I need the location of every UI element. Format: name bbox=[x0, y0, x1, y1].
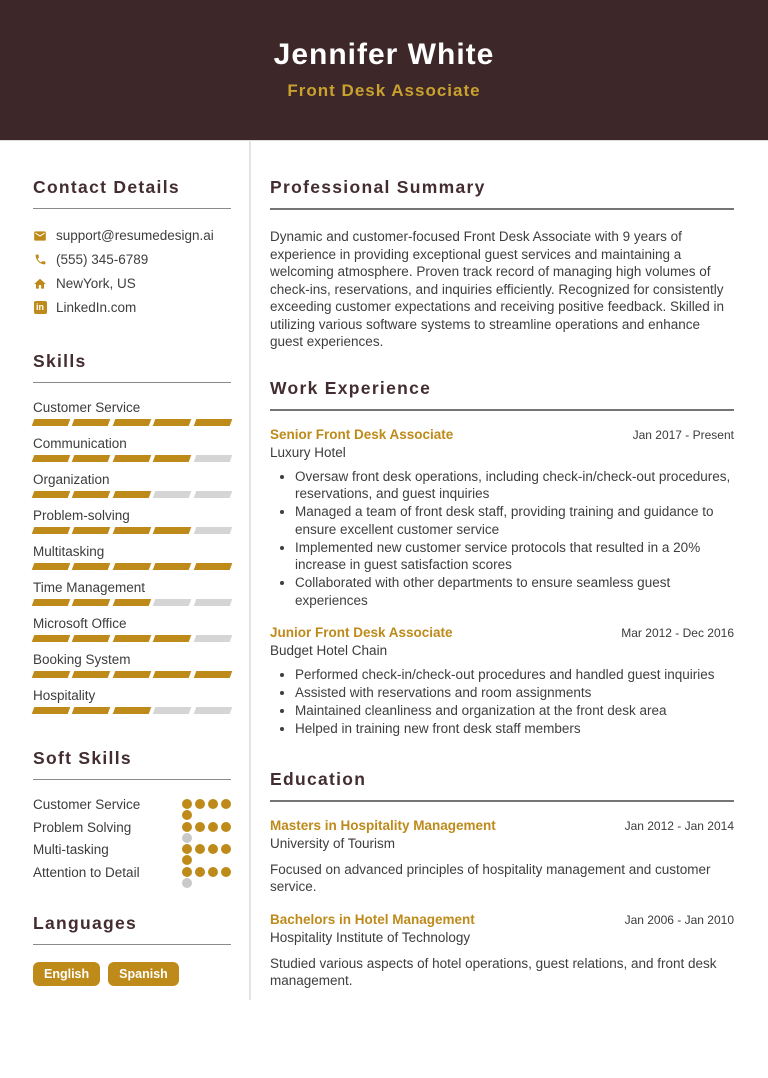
jobs-list bbox=[270, 427, 734, 738]
skill-bar-segment bbox=[32, 455, 71, 462]
soft-skills-section bbox=[33, 724, 231, 887]
section-divider bbox=[270, 208, 734, 210]
skill-bar-segment bbox=[193, 419, 232, 426]
skill-bar-segment bbox=[72, 527, 111, 534]
skill-bar-segment bbox=[193, 527, 232, 534]
skill-level-bar bbox=[33, 527, 231, 534]
rating-dot bbox=[208, 822, 218, 832]
skill-name: Customer Service bbox=[33, 400, 141, 415]
skill-item bbox=[33, 400, 231, 426]
skill-bar-segment bbox=[113, 563, 152, 570]
soft-skill-item bbox=[33, 842, 231, 865]
skill-bar-segment bbox=[72, 455, 111, 462]
rating-dot bbox=[195, 799, 205, 809]
job-entry bbox=[270, 427, 734, 610]
rating-dot bbox=[182, 844, 192, 854]
language-tag: Spanish bbox=[108, 962, 179, 986]
skill-level-bar bbox=[33, 671, 231, 678]
summary-section-title: Professional Summary bbox=[270, 177, 486, 197]
skill-level-bar bbox=[33, 491, 231, 498]
skill-name: Hospitality bbox=[33, 688, 96, 703]
section-divider bbox=[270, 409, 734, 411]
skill-item bbox=[33, 616, 231, 642]
phone-icon bbox=[33, 253, 47, 267]
skill-level-bar bbox=[33, 455, 231, 462]
soft-skill-item bbox=[33, 820, 231, 843]
education-entry-header bbox=[270, 912, 734, 927]
languages-section-title: Languages bbox=[33, 913, 138, 933]
education-entry bbox=[270, 912, 734, 990]
education-description: Studied various aspects of hotel operations, guest relations, and front desk management. bbox=[270, 955, 717, 988]
degree-title: Masters in Hospitality Management bbox=[270, 817, 496, 833]
job-bullet: • Managed a team of front desk staff, providing training and guidance to ensure excellent customer service bbox=[295, 503, 734, 538]
soft-skill-dots bbox=[182, 799, 231, 809]
skill-bar-segment bbox=[193, 599, 232, 606]
skill-item bbox=[33, 544, 231, 570]
rating-dot bbox=[208, 844, 218, 854]
skill-bar-segment bbox=[113, 419, 152, 426]
education-list bbox=[270, 818, 734, 990]
person-role: Front Desk Associate bbox=[287, 81, 481, 100]
job-company: Luxury Hotel bbox=[270, 444, 346, 460]
skills-list bbox=[33, 400, 231, 714]
languages-section bbox=[33, 887, 231, 986]
rating-dot bbox=[221, 867, 231, 877]
work-experience-section bbox=[270, 351, 734, 738]
skill-level-bar bbox=[33, 419, 231, 426]
rating-dot bbox=[195, 844, 205, 854]
person-name: Jennifer White bbox=[273, 38, 495, 71]
linkedin-icon bbox=[33, 301, 47, 315]
contact-item bbox=[33, 252, 231, 267]
job-company: Budget Hotel Chain bbox=[270, 643, 388, 658]
skill-item bbox=[33, 436, 231, 462]
rating-dot bbox=[182, 855, 192, 865]
soft-skill-name: Customer Service bbox=[33, 797, 141, 812]
rating-dot bbox=[221, 844, 231, 854]
skill-item bbox=[33, 472, 231, 498]
skill-item bbox=[33, 508, 231, 534]
skill-name: Booking System bbox=[33, 652, 131, 667]
soft-skill-name: Attention to Detail bbox=[33, 864, 140, 880]
skill-bar-segment bbox=[153, 419, 192, 426]
skill-bar-segment bbox=[153, 599, 192, 606]
contact-item-text: NewYork, US bbox=[56, 276, 136, 291]
education-date: Jan 2006 - Jan 2010 bbox=[624, 912, 734, 927]
soft-skills-list bbox=[33, 797, 231, 887]
skill-bar-segment bbox=[193, 563, 232, 570]
skill-name: Multitasking bbox=[33, 544, 105, 559]
skill-bar-segment bbox=[113, 635, 152, 642]
home-icon bbox=[33, 277, 47, 291]
soft-skill-item bbox=[33, 797, 231, 820]
language-tag: English bbox=[33, 962, 100, 986]
skill-level-bar bbox=[33, 635, 231, 642]
skill-bar-segment bbox=[153, 635, 192, 642]
rating-dot bbox=[182, 810, 192, 820]
job-title: Junior Front Desk Associate bbox=[270, 625, 453, 640]
skill-bar-segment bbox=[113, 455, 152, 462]
sidebar bbox=[0, 141, 251, 1000]
rating-dot bbox=[182, 833, 192, 843]
skill-bar-segment bbox=[113, 599, 152, 606]
job-bullet: • Oversaw front desk operations, including check-in/check-out procedures, reservations, and guest inquiries bbox=[295, 468, 734, 503]
skills-section-title: Skills bbox=[33, 351, 87, 371]
work-section-title: Work Experience bbox=[270, 377, 432, 398]
skill-bar-segment bbox=[32, 527, 71, 534]
skill-bar-segment bbox=[72, 707, 111, 714]
skill-bar-segment bbox=[32, 635, 71, 642]
soft-skill-name: Problem Solving bbox=[33, 819, 132, 835]
rating-dot bbox=[182, 799, 192, 809]
skill-bar-segment bbox=[193, 455, 232, 462]
contact-item-text: (555) 345-6789 bbox=[56, 252, 149, 267]
section-divider bbox=[33, 382, 231, 383]
contact-item bbox=[33, 228, 231, 243]
rating-dot bbox=[195, 822, 205, 832]
skill-bar-segment bbox=[193, 707, 232, 714]
soft-skill-item bbox=[33, 865, 231, 888]
education-description: Focused on advanced principles of hospitality management and customer service. bbox=[270, 861, 711, 894]
contact-section-title: Contact Details bbox=[33, 177, 180, 197]
soft-skill-dots bbox=[182, 867, 231, 877]
contact-item bbox=[33, 300, 231, 315]
job-entry bbox=[270, 625, 734, 738]
contact-item bbox=[33, 276, 231, 291]
soft-skills-section-title: Soft Skills bbox=[33, 748, 132, 768]
rating-dot bbox=[221, 822, 231, 832]
job-bullet: • Assisted with reservations and room assignments bbox=[295, 684, 734, 702]
summary-text: Dynamic and customer-focused Front Desk Associate with 9 years of experience in providing exceptional guest services and maintaining a welcoming atmosphere. Proven track record of managing high volumes of check-ins, reservations, and inquiries efficiently. Recognized for consistently exceeding customer expectations and receiving positive feedback. Skilled in utilizing various software systems to streamline operations and enhance guest experiences. bbox=[270, 229, 725, 349]
skill-bar-segment bbox=[32, 599, 71, 606]
skill-bar-segment bbox=[113, 671, 152, 678]
section-divider bbox=[33, 944, 231, 945]
skill-bar-segment bbox=[193, 491, 232, 498]
skill-bar-segment bbox=[72, 599, 111, 606]
skill-bar-segment bbox=[72, 635, 111, 642]
soft-skill-dots bbox=[182, 844, 231, 854]
education-entry bbox=[270, 818, 734, 896]
school-name: Hospitality Institute of Technology bbox=[270, 929, 471, 945]
education-section-title: Education bbox=[270, 768, 367, 789]
skill-bar-segment bbox=[193, 635, 232, 642]
skill-bar-segment bbox=[153, 491, 192, 498]
skill-bar-segment bbox=[193, 671, 232, 678]
skill-bar-segment bbox=[113, 527, 152, 534]
skill-bar-segment bbox=[72, 563, 111, 570]
linkedin-icon: in bbox=[34, 301, 47, 314]
skill-bar-segment bbox=[113, 491, 152, 498]
rating-dot bbox=[195, 867, 205, 877]
job-entry-header bbox=[270, 427, 734, 442]
summary-section bbox=[270, 141, 734, 351]
skill-level-bar bbox=[33, 707, 231, 714]
skills-section bbox=[33, 324, 231, 714]
contact-item-text: LinkedIn.com bbox=[56, 300, 137, 315]
job-bullet-list bbox=[270, 468, 734, 610]
skill-bar-segment bbox=[153, 455, 192, 462]
language-tags bbox=[33, 962, 231, 986]
degree-title: Bachelors in Hotel Management bbox=[270, 911, 475, 927]
main-column bbox=[251, 141, 768, 1000]
section-divider bbox=[33, 779, 231, 780]
mail-icon bbox=[33, 229, 47, 243]
rating-dot bbox=[208, 867, 218, 877]
section-divider bbox=[270, 800, 734, 802]
skill-name: Time Management bbox=[33, 580, 146, 595]
skill-bar-segment bbox=[153, 527, 192, 534]
skill-bar-segment bbox=[72, 419, 111, 426]
skill-bar-segment bbox=[72, 491, 111, 498]
skill-bar-segment bbox=[72, 671, 111, 678]
skill-name: Organization bbox=[33, 472, 110, 487]
job-entry-header bbox=[270, 625, 734, 640]
skill-bar-segment bbox=[113, 707, 152, 714]
job-bullet-list bbox=[270, 666, 734, 738]
job-bullet: • Implemented new customer service protocols that resulted in a 20% increase in guest satisfaction scores bbox=[295, 539, 734, 574]
skill-bar-segment bbox=[32, 707, 71, 714]
skill-item bbox=[33, 688, 231, 714]
job-date: Mar 2012 - Dec 2016 bbox=[621, 626, 734, 640]
education-section bbox=[270, 740, 734, 990]
skill-item bbox=[33, 652, 231, 678]
skill-bar-segment bbox=[153, 563, 192, 570]
skill-bar-segment bbox=[32, 671, 71, 678]
skill-bar-segment bbox=[153, 671, 192, 678]
skill-name: Microsoft Office bbox=[33, 616, 127, 631]
skill-name: Communication bbox=[33, 436, 127, 451]
job-bullet: • Performed check-in/check-out procedures and handled guest inquiries bbox=[295, 666, 734, 684]
job-bullet: • Collaborated with other departments to ensure seamless guest experiences bbox=[295, 574, 734, 609]
section-divider bbox=[33, 208, 231, 209]
skill-level-bar bbox=[33, 563, 231, 570]
rating-dot bbox=[208, 799, 218, 809]
job-date: Jan 2017 - Present bbox=[632, 427, 734, 442]
rating-dot bbox=[182, 867, 192, 877]
skill-name: Problem-solving bbox=[33, 508, 130, 523]
education-entry-header bbox=[270, 818, 734, 833]
job-bullet: • Maintained cleanliness and organization at the front desk area bbox=[295, 702, 734, 720]
skill-bar-segment bbox=[32, 563, 71, 570]
skill-bar-segment bbox=[153, 707, 192, 714]
rating-dot bbox=[182, 822, 192, 832]
soft-skill-name: Multi-tasking bbox=[33, 842, 109, 857]
skill-bar-segment bbox=[32, 491, 71, 498]
rating-dot bbox=[221, 799, 231, 809]
rating-dot bbox=[182, 878, 192, 888]
school-name: University of Tourism bbox=[270, 835, 396, 851]
header-banner bbox=[0, 0, 768, 141]
skill-item bbox=[33, 580, 231, 606]
job-bullet: • Helped in training new front desk staff members bbox=[295, 720, 734, 738]
contact-item-text: support@resumedesign.ai bbox=[56, 228, 214, 243]
job-title: Senior Front Desk Associate bbox=[270, 426, 454, 442]
soft-skill-dots bbox=[182, 822, 231, 832]
education-date: Jan 2012 - Jan 2014 bbox=[624, 818, 734, 833]
skill-level-bar bbox=[33, 599, 231, 606]
contact-list bbox=[33, 228, 231, 315]
contact-section bbox=[33, 141, 231, 315]
content-columns bbox=[0, 141, 768, 1000]
skill-bar-segment bbox=[32, 419, 71, 426]
